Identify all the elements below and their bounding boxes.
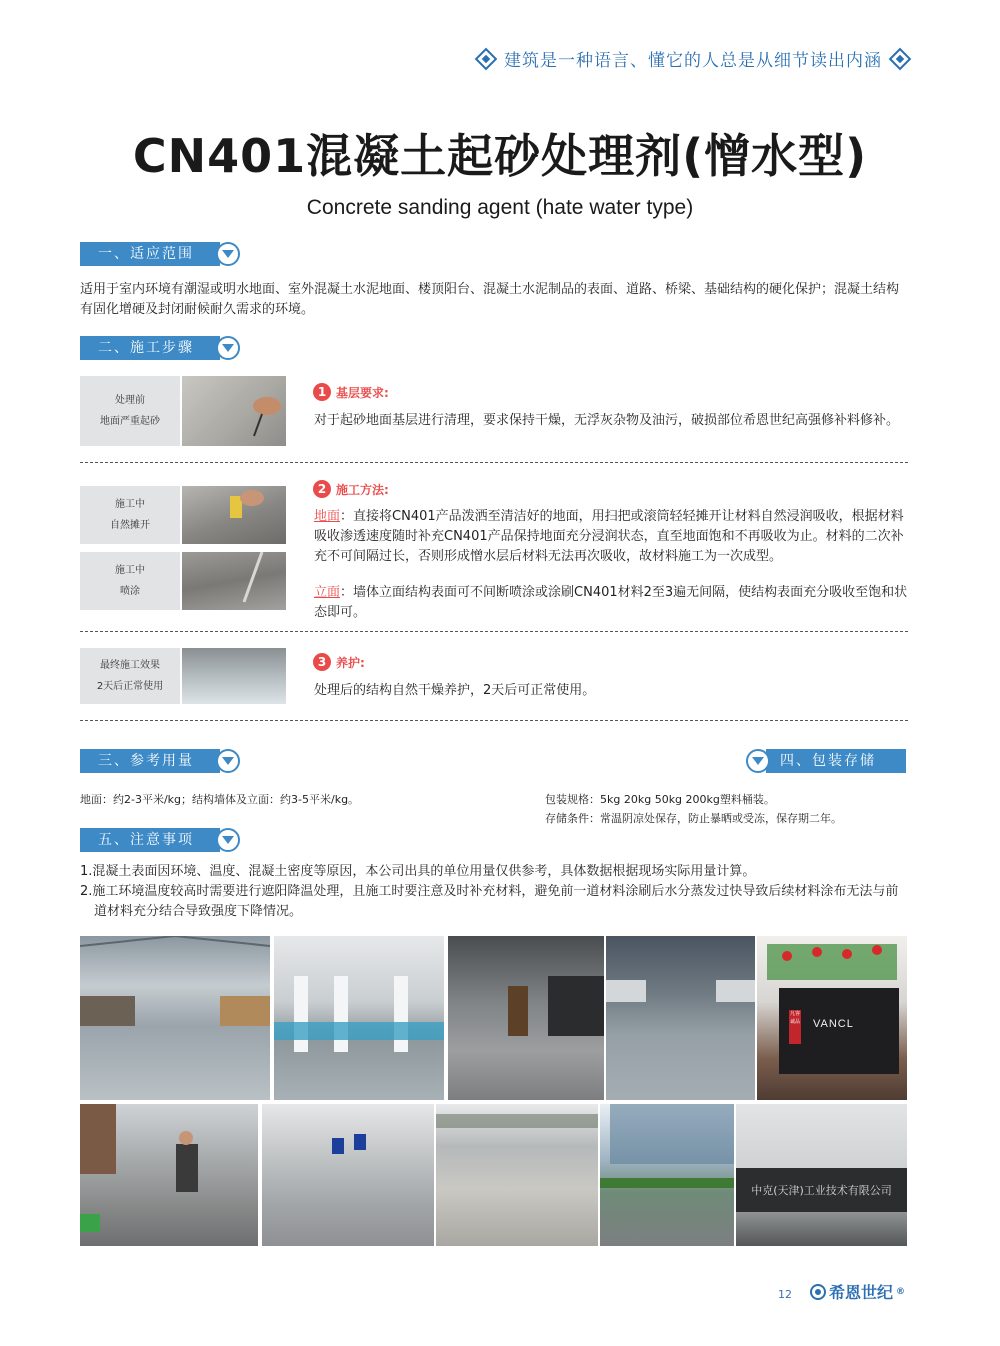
wall-label: 立面 [314, 585, 341, 600]
tree-line-illustration [436, 1104, 598, 1246]
section-2-header [80, 336, 240, 360]
section-4-header [746, 749, 906, 773]
sign-text: VANCL [813, 1018, 854, 1030]
section-5-header [80, 828, 240, 852]
slogan-text: 建筑是一种语言、懂它的人总是从细节读出内涵 [504, 51, 882, 71]
divider [80, 631, 908, 632]
label-line: 施工中 [115, 565, 145, 576]
label-line: 地面严重起砂 [100, 416, 160, 427]
label-line: 喷涂 [120, 586, 140, 597]
hand-trowel-illustration [182, 376, 286, 446]
step-1-number: 1 [313, 383, 331, 401]
chevron-down-icon [216, 336, 240, 360]
gallery-photo-hall [274, 936, 444, 1100]
gallery-photo-vancl [757, 936, 907, 1100]
page-title: CN401混凝土起砂处理剂(憎水型) [132, 129, 868, 183]
storage-conditions: 存储条件：常温阴凉处保存，防止暴晒或受冻，保存期二年。 [545, 812, 842, 825]
section-4-label: 四、包装存储 [766, 749, 906, 773]
label-line: 施工中 [115, 499, 145, 510]
note-1: 1.混凝土表面因环境、温度、混凝土密度等原因，本公司出具的单位用量仅供参考，具体数据根据现场实际用量计算。 [80, 864, 756, 879]
header-slogan [478, 46, 908, 71]
note-2: 2.施工环境温度较高时需要进行遮阳降温处理，且施工时要注意及时补充材料，避免前一道材料涂刷后水分蒸发过快导致后续材料涂布无法与前道材料充分结合导致强度下降情况。 [80, 884, 899, 919]
chevron-down-icon [216, 828, 240, 852]
section-3-text: 地面：约2-3平米/kg；结构墙体及立面：约3-5平米/kg。 [80, 793, 360, 806]
page-number: 12 [778, 1288, 792, 1301]
label-line: 最终施工效果 [100, 660, 160, 671]
section-2-label: 二、施工步骤 [80, 336, 220, 360]
label-line: 处理前 [115, 395, 145, 406]
step-3-title: 养护: [336, 656, 365, 670]
sign-side-label: 凡客诚品 [789, 1010, 801, 1044]
gallery-photo-parking [606, 936, 755, 1100]
chevron-down-icon [746, 749, 770, 773]
step-2-title: 施工方法: [336, 483, 389, 497]
page-subtitle: Concrete sanding agent (hate water type) [306, 196, 694, 219]
gallery-photo-workers [80, 1104, 258, 1246]
divider [80, 720, 908, 721]
label-line: 自然摊开 [110, 520, 150, 531]
section-1-text: 适用于室内环境有潮湿或明水地面、室外混凝土水泥地面、楼顶阳台、混凝土水泥制品的表面、道路、桥梁、基础结构的硬化保护；混凝土结构有固化增硬及封闭耐候耐久需求的环境。 [80, 282, 900, 317]
step-3-number: 3 [313, 653, 331, 671]
company-sign-text: 中克(天津)工业技术有限公司 [751, 1184, 892, 1197]
company-sign-wall [736, 1168, 907, 1212]
step-1-text: 对于起砂地面基层进行清理，要求保持干燥，无浮灰杂物及油污，破损部位希恩世纪高强修补料修补。 [314, 413, 900, 428]
divider [80, 462, 908, 463]
roller-illustration [182, 486, 286, 544]
step-1-photo [182, 376, 286, 446]
hall-pillars-illustration [274, 936, 444, 1100]
floor-label: 地面 [314, 509, 341, 524]
section-1-label: 一、适应范围 [80, 242, 220, 266]
gallery-photo-factory-gate [736, 1104, 907, 1246]
gallery-photo-factory-floor [80, 936, 270, 1100]
cafe-stools-illustration [448, 936, 604, 1100]
step-2-wall-paragraph [314, 583, 908, 623]
floor-text: ：直接将CN401产品泼洒至清洁好的地面，用扫把或滚筒轻轻摊开让材料自然浸润吸收，根据材料吸收渗透速度随时补充CN401产品保持地面充分浸润状态，直至地面饱和不再吸收为止。材料的二次补充不可间隔过长，否则形成憎水层后材料无法再次吸收，故材料施工为一次成型。 [314, 509, 904, 564]
registered-mark: ® [896, 1286, 906, 1297]
brand-name: 希恩世纪 [829, 1283, 894, 1302]
step-3-text: 处理后的结构自然干燥养护，2天后可正常使用。 [314, 683, 596, 698]
drums-illustration [262, 1104, 434, 1246]
step-1-title: 基层要求: [336, 386, 389, 400]
wall-text: ：墙体立面结构表面可不间断喷涂或涂刷CN401材料2至3遍无间隔，使结构表面充分吸收至饱和状态即可。 [314, 585, 908, 620]
gallery-photo-cafe [448, 936, 604, 1100]
footer-brand [810, 1280, 905, 1303]
step-2-number: 2 [313, 480, 331, 498]
section-1-header [80, 242, 240, 266]
brand-logo-icon [810, 1284, 826, 1300]
workers-illustration [80, 1104, 258, 1246]
diamond-icon [475, 47, 498, 70]
packaging-spec: 包装规格：5kg 20kg 50kg 200kg塑料桶装。 [545, 793, 775, 806]
parking-cars-illustration [606, 936, 755, 1100]
chevron-down-icon [216, 749, 240, 773]
store-sign [779, 988, 899, 1074]
gallery-photo-yard [262, 1104, 434, 1246]
sprayer-illustration [182, 552, 286, 610]
step-1-photo-label [80, 376, 180, 446]
section-5-label: 五、注意事项 [80, 828, 220, 852]
step-2a-photo-label [80, 486, 180, 544]
step-2b-photo-label [80, 552, 180, 610]
section-3-header [80, 749, 240, 773]
section-3-label: 三、参考用量 [80, 749, 220, 773]
step-2b-photo [182, 552, 286, 610]
chevron-down-icon [216, 242, 240, 266]
step-3-photo [182, 648, 286, 704]
gallery-photo-road [436, 1104, 598, 1246]
diamond-icon [889, 47, 912, 70]
step-2a-photo [182, 486, 286, 544]
factory-interior-illustration [80, 936, 270, 1100]
glass-building-illustration [600, 1104, 734, 1246]
step-2-floor-paragraph [314, 507, 908, 567]
label-line: 2天后正常使用 [96, 681, 164, 692]
gallery-photo-office [600, 1104, 734, 1246]
step-3-photo-label [80, 648, 180, 704]
